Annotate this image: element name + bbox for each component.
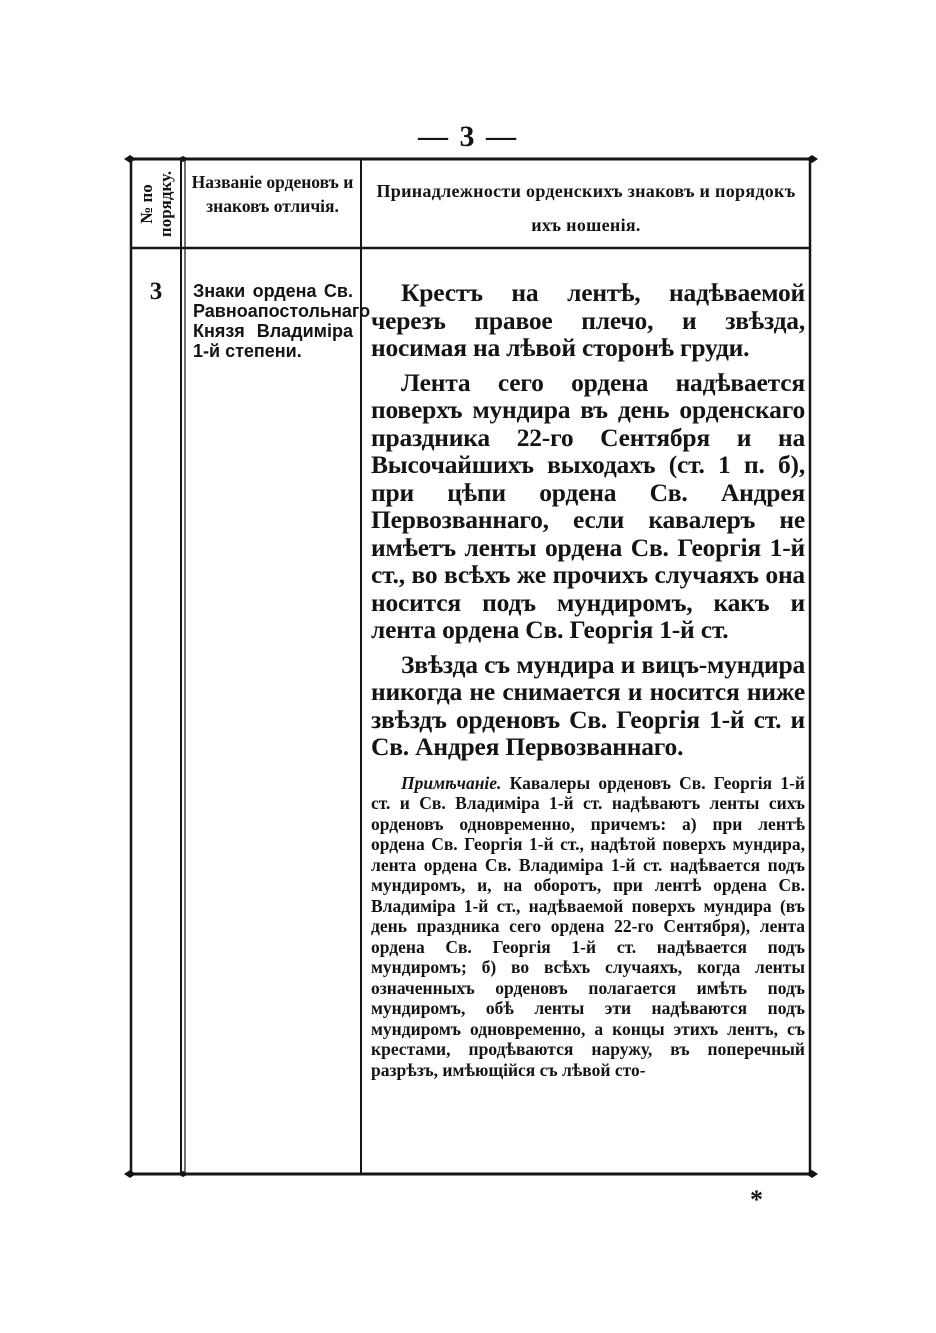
note-label: Примѣчаніе. <box>401 772 502 793</box>
order-name: Знаки ордена Св. Равноапостольнаго Князя Владиміра 1-й степени. <box>193 281 371 361</box>
corner-ornament-bottom-right <box>806 1170 818 1178</box>
header-name: Названіе орденовъ и знаковъ отличія. <box>191 172 354 216</box>
header-number-line1: № по <box>137 184 156 224</box>
page-number: — 3 — <box>418 120 518 153</box>
corner-ornament-mid-bottom <box>177 1171 189 1177</box>
header-description: Принадлежности орденскихъ знаковъ и порядокъ ихъ ношенія. <box>376 181 796 235</box>
corner-ornament-top-left <box>124 155 136 163</box>
description-paragraph-2: Лента сего ордена надѣвается поверхъ мундира въ день орденскаго праздника 22-го Сентября и на Высочайшихъ выходахъ (ст. 1 п. б), при цѣпи ордена Св. Андрея Первозваннаго, если кавалеръ не имѣетъ ленты ордена Св. Георгія 1-й ст., во всѣхъ же прочихъ случаяхъ она носится подъ мундиромъ, какъ и лента ордена Св. Георгія 1-й ст. <box>371 367 805 644</box>
header-number <box>131 163 181 245</box>
row-number: 3 <box>149 278 163 305</box>
corner-ornament-mid-top <box>177 156 189 162</box>
corner-ornament-top-right <box>806 155 818 163</box>
description-paragraph-1: Крестъ на лентѣ, надѣваемой черезъ правое плечо, и звѣзда, носимая на лѣвой сторонѣ груди. <box>371 278 805 362</box>
description-cell <box>371 279 805 1080</box>
header-number-line2: порядку. <box>156 170 175 238</box>
note-text: Кавалеры орденовъ Св. Георгія 1-й ст. и Св. Владиміра 1-й ст. надѣваютъ ленты сихъ орденовъ одновременно, причемъ: а) при лентѣ ордена Св. Георгія 1-й ст., надѣтой поверхъ мундира, лента ордена Св. Владиміра 1-й ст. надѣвается подъ мундиромъ, и, на оборотъ, при лентѣ ордена Св. Владиміра 1-й ст., надѣваемой поверхъ мундира (въ день праздника сего ордена 22-го Сентября), лента ордена Св. Георгія 1-й ст. надѣвается подъ мундиромъ; б) во всѣхъ случаяхъ, когда ленты означенныхъ орденовъ полагается имѣть подъ мундиромъ, обѣ ленты эти надѣваются подъ мундиромъ одновременно, а концы этихъ лентъ, съ крестами, продѣваются наружу, въ поперечный разрѣзъ, имѣющійся съ лѣвой сто- <box>371 772 805 1080</box>
corner-ornament-bottom-left <box>124 1170 136 1178</box>
note <box>371 773 805 1081</box>
description-paragraph-3: Звѣзда съ мундира и вицъ-мундира никогда не снимается и носится ниже звѣздъ орденовъ Св. Георгія 1-й ст. и Св. Андрея Первозваннаго. <box>371 649 805 761</box>
signature-mark: * <box>750 1185 763 1214</box>
